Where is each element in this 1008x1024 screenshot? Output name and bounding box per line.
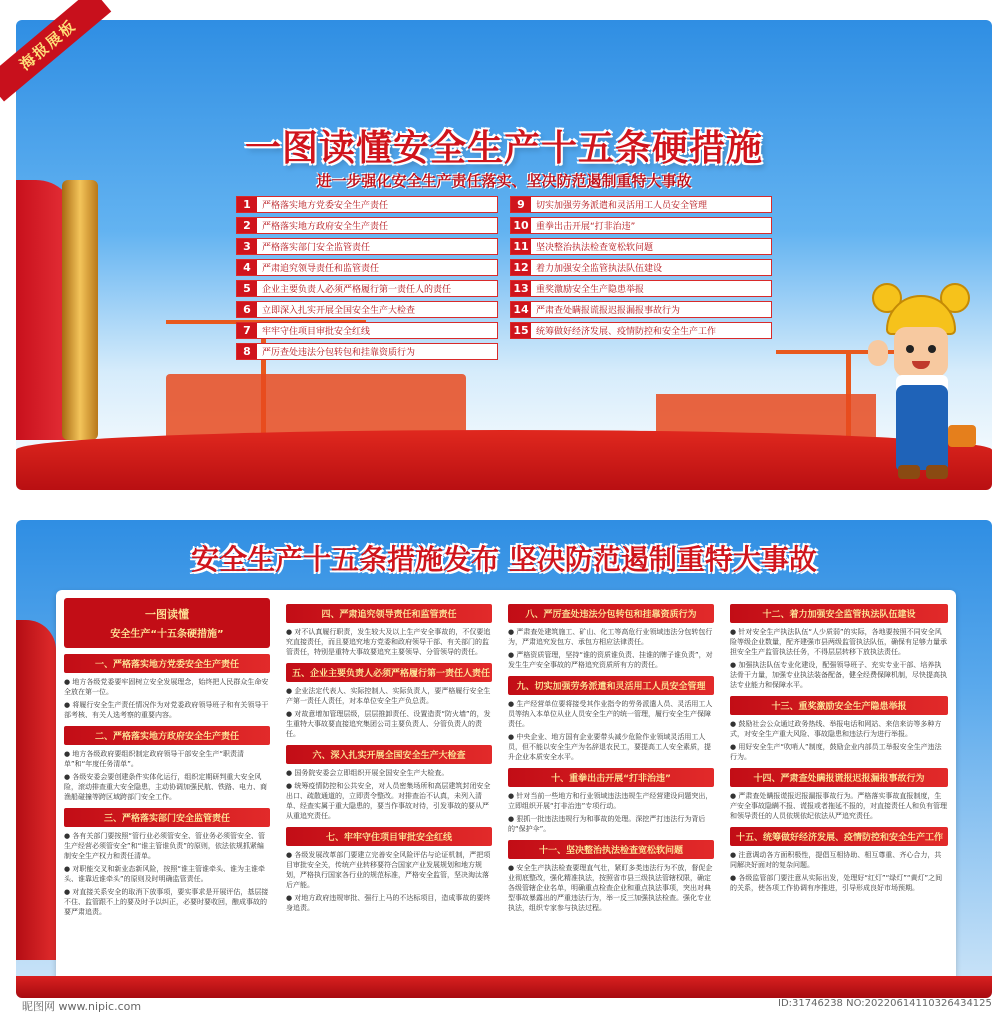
content-column-4 [730, 598, 948, 896]
cartoon-worker-illustration [866, 265, 976, 490]
measure-label: 统筹做好经济发展、疫情防控和安全生产工作 [536, 327, 717, 337]
boot-left [898, 465, 920, 479]
measure-item [236, 217, 498, 234]
corner-ribbon: 海报展板 [0, 0, 111, 101]
toolbox-icon [948, 425, 976, 447]
bottom-poster-panel [16, 520, 992, 998]
section-heading: 十一、坚决整治执法检查宽松软问题 [508, 840, 714, 859]
section-paragraph: ● 对不认真履行职责，发生较大及以上生产安全事故的，不仅要追究直接责任，而且要追究地方党委和政府领导干部、有关部门的监管责任，特别是重特大事故要追究主要领导、分管领导的责任。 [286, 628, 491, 656]
watermark-id: ID:31746238 NO:20220614110326434125 [778, 998, 992, 1009]
measure-item [510, 217, 772, 234]
section-heading: 二、严格落实地方政府安全生产责任 [64, 726, 270, 745]
section-paragraph: ● 各级发展改革部门要建立完善安全风险评估与论证机制，严把项目审批安全关，传统产业转移要符合国家产业发展规划和地方规划，严格执行国家各行业的规范标准，严格安全监管，坚决淘汰落后产能。 [286, 851, 491, 889]
measures-list-left [236, 196, 498, 364]
section-heading: 九、切实加强劳务派遣和灵活用工人员安全管理 [508, 676, 714, 695]
section-paragraph: ● 对直接关系安全的取消下放事项，要实事求是开展评估，基层接不住、监管跟不上的要及时予以纠正，必要时要收回，酿成事故的要严肃追责。 [64, 888, 269, 916]
poster-title: 一图读懂安全生产十五条硬措施 [244, 128, 763, 169]
eye [928, 345, 936, 353]
measure-label: 企业主要负责人必须严格履行第一责任人的责任 [262, 285, 452, 295]
measure-label: 坚决整治执法检查宽松软问题 [536, 243, 654, 253]
section-paragraph: ● 狠抓一批违法违规行为和事故的处理。深挖严打违法行为背后的“保护伞”。 [508, 815, 706, 833]
eye [906, 345, 914, 353]
worker-overalls [896, 385, 948, 470]
measure-number: 8 [237, 344, 257, 359]
section-paragraph: ● 对职能交叉和新业态新风险，按照“谁主管谁牵头、谁为主谁牵头、谁靠近谁牵头”的原则及时明确监管责任。 [64, 865, 265, 883]
measure-label: 重拳出击开展“打非治违” [536, 222, 636, 232]
section-heading: 一、严格落实地方党委安全生产责任 [64, 654, 270, 673]
measure-label: 立即深入扎实开展全国安全生产大检查 [262, 306, 416, 316]
measure-label: 切实加强劳务派遣和灵活用工人员安全管理 [536, 201, 708, 211]
section-paragraph: ● 将履行安全生产责任情况作为对党委政府领导班子和有关领导干部考核、有关人选考察的重要内容。 [64, 701, 269, 719]
measure-number: 12 [511, 260, 531, 275]
measure-number: 13 [511, 281, 531, 296]
measure-number: 1 [237, 197, 257, 212]
content-column-1 [64, 598, 270, 920]
section-heading: 十二、着力加强安全监管执法队伍建设 [730, 604, 948, 623]
content-board [56, 590, 956, 982]
section-paragraph: ● 对地方政府违规审批、强行上马的不达标项目，造成事故的要终身追责。 [286, 894, 491, 912]
section-paragraph: ● 各级监管部门要注意从实际出发，处理好“红灯”“绿灯”“黄灯”之间的关系，使各项工作协调有序推进，引导形成良好市场预期。 [730, 874, 943, 892]
measure-number: 11 [511, 239, 531, 254]
section-paragraph: ● 用好安全生产“吹哨人”制度，鼓励企业内部员工举报安全生产违法行为。 [730, 743, 942, 761]
section-paragraph: ● 严肃查处瞒报谎报迟报漏报事故行为。严格落实事故直报制度，生产安全事故隐瞒不报、谎报或者拖延不报的，对直接责任人和负有管理和领导责任的人员依规依纪依法从严追究责任。 [730, 792, 947, 820]
measure-label: 牢牢守住项目审批安全红线 [262, 327, 371, 337]
section-heading: 十三、重奖激励安全生产隐患举报 [730, 696, 948, 715]
section-paragraph: ● 针对安全生产执法队伍“人少质弱”的实际，各地要按照不同安全风险等级企业数量，配齐建强市县两级监管执法队伍，确保有足够力量承担安全生产监管执法任务，不得层层转移下放执法责任。 [730, 628, 947, 656]
section-paragraph: ● 加强执法队伍专业化建设，配强领导班子、充实专业干部、培养执法骨干力量，加强专业执法装备配备，健全经费保障机制，尽快提高执法专业能力和保障水平。 [730, 661, 947, 689]
measure-item [236, 301, 498, 318]
measure-number: 7 [237, 323, 257, 338]
measure-label: 严厉查处违法分包转包和挂靠资质行为 [262, 348, 416, 358]
section-heading: 七、牢牢守住项目审批安全红线 [286, 827, 492, 846]
measure-item [236, 343, 498, 360]
measure-number: 5 [237, 281, 257, 296]
measure-label: 严格落实部门安全监管责任 [262, 243, 371, 253]
measures-list-right [510, 196, 772, 343]
measure-item [236, 238, 498, 255]
section-paragraph: ● 地方各级党委要牢固树立安全发展理念，始终把人民群众生命安全放在第一位。 [64, 678, 269, 696]
measure-label: 严肃查处瞒报谎报迟报漏报事故行为 [536, 306, 681, 316]
section-heading: 四、严肃追究领导责任和监管责任 [286, 604, 492, 623]
content-column-3 [508, 598, 714, 916]
red-wave-decoration [16, 976, 992, 998]
bottom-title: 安全生产十五条措施发布 坚决防范遏制重特大事故 [191, 543, 817, 576]
intro-line-1: 一图读懂 [145, 608, 189, 621]
poster-subtitle: 进一步强化安全生产责任落实、坚决防范遏制重特大事故 [316, 172, 692, 190]
section-paragraph: ● 中央企业、地方国有企业要带头减少危险作业领域灵活用工人员，但不能以安全生产为名辞退农民工，要提高工人安全素质，提升企业本质安全水平。 [508, 733, 711, 761]
section-paragraph: ● 各有关部门要按照“管行业必须管安全、管业务必须管安全、管生产经营必须管安全”和“谁主管谁负责”的原则，依法依规抓紧编制安全生产权力和责任清单。 [64, 832, 265, 860]
section-heading: 五、企业主要负责人必须严格履行第一责任人责任 [286, 663, 492, 682]
measure-number: 4 [237, 260, 257, 275]
huabiao-pillar-decoration [62, 180, 98, 440]
measure-item [510, 322, 772, 339]
section-heading: 十、重拳出击开展“打非治违” [508, 768, 714, 787]
section-heading: 十四、严肃查处瞒报谎报迟报漏报事故行为 [730, 768, 948, 787]
section-paragraph: ● 生产经营单位要将接受其作业指令的劳务派遣人员、灵活用工人员等纳入本单位从业人员安全生产的统一管理，履行安全生产保障责任。 [508, 700, 713, 728]
measure-number: 9 [511, 197, 531, 212]
worker-face [894, 327, 948, 377]
red-wave-decoration [16, 430, 992, 490]
measure-number: 14 [511, 302, 531, 317]
section-heading: 三、严格落实部门安全监管责任 [64, 808, 270, 827]
measure-number: 2 [237, 218, 257, 233]
section-heading: 十五、统筹做好经济发展、疫情防控和安全生产工作 [730, 827, 948, 846]
section-paragraph: ● 对故意增加管理层级，层层推卸责任、设置造责“防火墙”的，发生重特大事故要直接追究集团公司主要负责人、分管负责人的责任。 [286, 710, 491, 738]
section-paragraph: ● 各级安委会要创建条件实体化运行，组织定期研判重大安全风险，滚动排查重大安全隐患，主动协调加强民航、铁路、电力、商渔船碰撞等跨区域跨部门安全工作。 [64, 773, 267, 801]
measure-item [236, 196, 498, 213]
measure-item [510, 238, 772, 255]
section-paragraph: ● 鼓励社会公众通过政务热线、举报电话和网站、来信来访等多种方式，对安全生产重大风险、事故隐患和违法行为进行举报。 [730, 720, 942, 738]
measure-label: 重奖激励安全生产隐患举报 [536, 285, 645, 295]
red-flag-decoration [16, 620, 56, 960]
measure-item [236, 280, 498, 297]
measure-number: 3 [237, 239, 257, 254]
watermark-site: 昵图网 www.nipic.com [22, 1000, 142, 1013]
section-paragraph: ● 国务院安委会立即组织开展全国安全生产大检查。 [286, 769, 449, 777]
measure-item [236, 322, 498, 339]
section-paragraph: ● 安全生产执法检查要理直气壮，紧盯多类违法行为不放，督促企业彻底整改，强化精准执法，按照省市县三级执法管辖权限，确定各级管辖企业名单，明确重点检查企业和重点执法事项，突出对典型事故暴露出的严重违法行为，举一反三加强执法检查。强化专业执法，组织专家参与执法过程。 [508, 864, 713, 912]
measure-item [510, 301, 772, 318]
measure-number: 15 [511, 323, 531, 338]
measure-item [510, 196, 772, 213]
top-poster-panel [16, 20, 992, 490]
section-paragraph: ● 统筹疫情防控和公共安全，对人员密集场所和高层建筑封闭安全出口、疏散通道的，立即责令整改。对排查治不认真，未列入清单、经查实属于重大隐患的，要当作事故对待，引发事故的要从严从重追究责任。 [286, 782, 491, 820]
measure-item [510, 259, 772, 276]
section-paragraph: ● 注意调动各方面积极性，提倡互相协助、相互尊重、齐心合力，共同解决好面对的复杂问题。 [730, 851, 942, 869]
measure-item [236, 259, 498, 276]
measure-label: 严格落实地方政府安全生产责任 [262, 222, 389, 232]
section-paragraph: ● 严肃查处建筑施工、矿山、化工等高危行业领域违法分包转包行为，严肃追究发包方、承包方相应法律责任。 [508, 628, 713, 646]
measure-number: 10 [511, 218, 531, 233]
measure-label: 严肃追究领导责任和监管责任 [262, 264, 380, 274]
measure-label: 严格落实地方党委安全生产责任 [262, 201, 389, 211]
section-heading: 六、深入扎实开展全国安全生产大检查 [286, 745, 492, 764]
section-paragraph: ● 针对当前一些地方和行业领域违法违规生产经营建设问题突出，立即组织开展“打非治违”专项行动。 [508, 792, 713, 810]
boot-right [926, 465, 948, 479]
mouth [912, 361, 930, 369]
section-heading: 八、严厉查处违法分包转包和挂靠资质行为 [508, 604, 714, 623]
victory-hand [868, 340, 888, 366]
measure-label: 着力加强安全监管执法队伍建设 [536, 264, 663, 274]
section-paragraph: ● 企业法定代表人、实际控制人、实际负责人，要严格履行安全生产第一责任人责任，对本单位安全生产负总责。 [286, 687, 491, 705]
measure-number: 6 [237, 302, 257, 317]
section-paragraph: ● 地方各级政府要组织制定政府领导干部安全生产“职责清单”和“年度任务清单”。 [64, 750, 244, 768]
section-paragraph: ● 严格资质管理，坚持“谁的资质谁负责、挂谁的牌子谁负责”，对发生生产安全事故的严格追究资质所有方的责任。 [508, 651, 713, 669]
content-column-2 [286, 598, 492, 916]
intro-badge [64, 598, 270, 648]
measure-item [510, 280, 772, 297]
intro-line-2: 安全生产“十五条硬措施” [110, 629, 224, 640]
